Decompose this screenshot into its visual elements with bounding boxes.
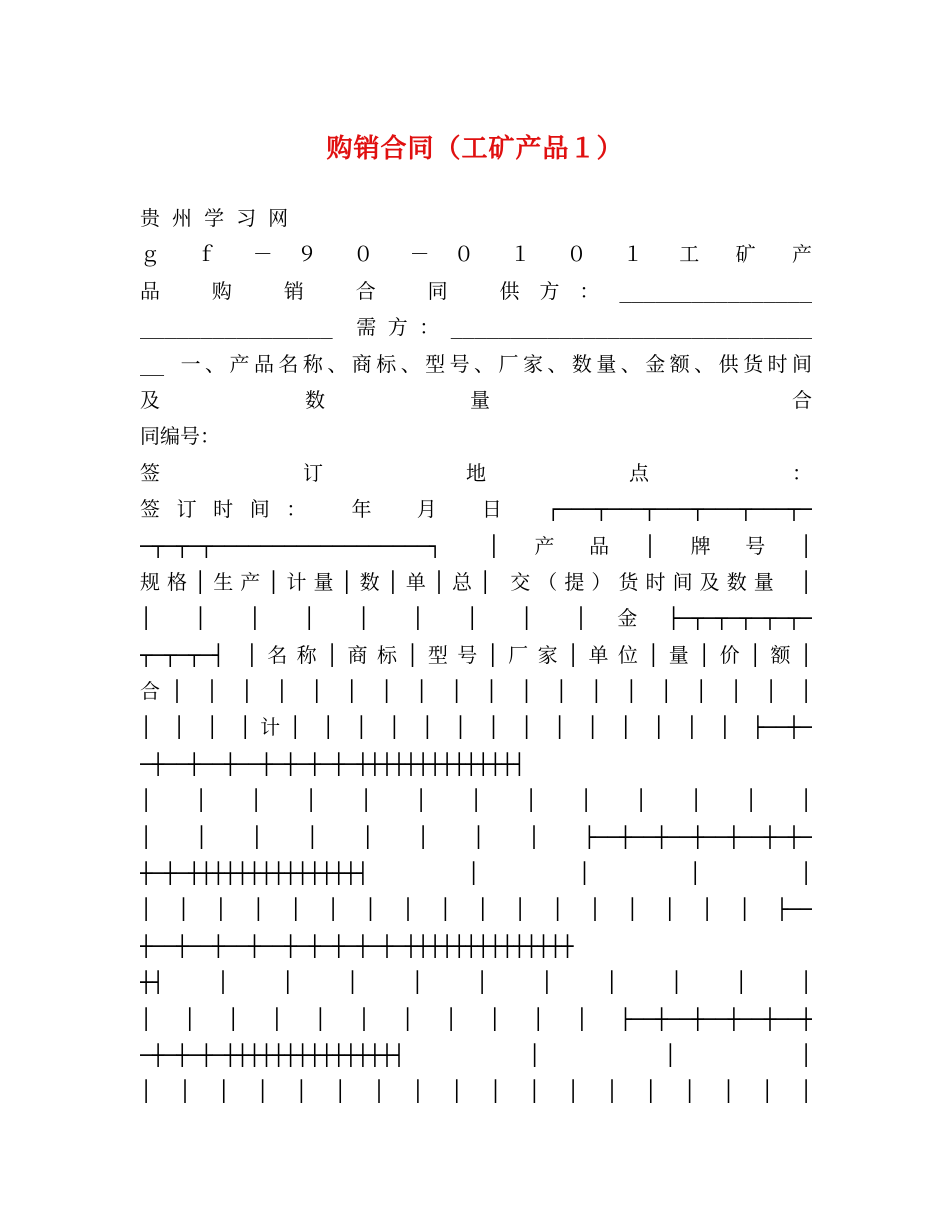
document-line: ________________ 需方：______________________________ [140,315,812,340]
document-line: │ │ │ │ │ │ │ │ │金├─┬─┬─┬─┬─┬─ [140,606,812,631]
document-line: ｇ ｆ － ９ ０ － ０ １ ０ １ 工 矿 产 [140,242,812,267]
document-line: 签订时间： 年 月 日 ┌───┬───┬───┬───┬───┬─ [140,497,812,522]
document-line: │ │ │ │ │ │ │ │ │ │ │ ├──┼──┼──┼──┼──┼ [140,1006,812,1031]
document-body [140,200,812,1110]
document-line: 同编号： [140,424,220,449]
document-line: 贵 州 学 习 网 [140,206,289,230]
document-line: │ │ │ │ │ │ │ │ │ │ │ │ │ [140,788,812,813]
document-line: 品 购 销 合 同 供方：________________ [140,278,812,303]
document-line: 规格│生产│计量│数│单│总│ 交（提）货时间及数量 │ [140,569,812,594]
document-line: __ 一、产品名称、商标、型号、厂家、数量、金额、供货时间 [140,351,812,376]
document-line: │ │ │ │计│ │ │ │ │ │ │ │ │ │ │ │ │ │ ├──┼─ [140,715,812,740]
document-line: ┼──┼──┼──┼──┼─┼─┼─┼─┼─┼┼┼┼┼┼┼┼┼┼┼┼┼┼ [140,933,574,958]
document-line: │ │ │ │ │ │ │ │ ├──┼──┼──┼──┼──┼─┼─ [140,824,812,849]
document-line: ┬─┬─┬─┤ │名称│商标│型号│厂家│单位│量│价│额│ [140,642,812,667]
document-line: ┼┤ │ │ │ │ │ │ │ │ │ │ [140,970,812,995]
document-line: │ │ │ │ │ │ │ │ │ │ │ │ │ │ │ │ │ ├── [140,897,812,922]
document-title: 购销合同（工矿产品１） [326,134,624,164]
document-line: ┼─┼─┼┼┼┼┼┼┼┼┼┼┼┼┼┼┤ │ │ │ │ [140,861,812,886]
document-line: 合│ │ │ │ │ │ │ │ │ │ │ │ │ │ │ │ │ │ │ [140,679,812,704]
document-line: 及数量 合 [140,387,812,412]
document-line: │ │ │ │ │ │ │ │ │ │ │ │ │ │ │ │ │ │ [140,1079,812,1104]
document-line: ─┬─┬─┬──────────────────┐ │产品│牌号│ [140,533,812,558]
document-line: ─┼──┼──┼──┼─┼─┼─┼─┼┼┼┼┼┼┼┼┼┼┼┼┼┤ [140,751,526,776]
document-line: ─┼─┼─┼─┼┼┼┼┼┼┼┼┼┼┼┼┼┼┤ │ │ │ [140,1042,812,1067]
document-line: 签 订 地 点 ： [140,460,812,485]
